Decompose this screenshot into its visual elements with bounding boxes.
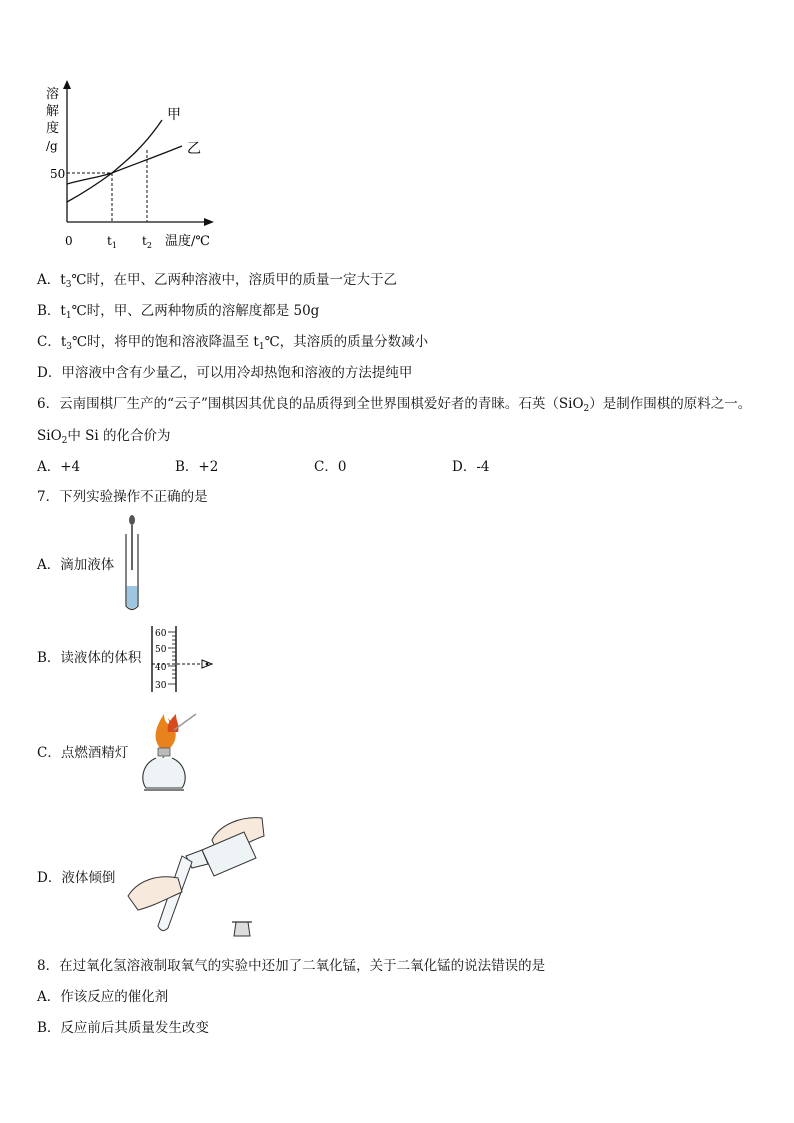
solubility-graph [40, 80, 230, 255]
q7-option-d: D．液体倾倒 [37, 870, 116, 886]
cylinder-tick-50: 50 [155, 645, 167, 655]
q6-option-d: D．-4 [452, 459, 490, 475]
y-label-unit: /g [46, 139, 58, 153]
q5-option-d: D．甲溶液中含有少量乙，可以用冷却热饱和溶液的方法提纯甲 [37, 365, 413, 381]
alcohol-lamp-figure [138, 708, 202, 798]
y-label-2: 解 [46, 104, 60, 119]
cylinder-tick-30: 30 [155, 681, 167, 691]
dropper-test-tube-figure [118, 514, 148, 614]
lamp-body [143, 758, 185, 788]
origin-label: 0 [65, 234, 73, 248]
curve-yi [67, 146, 182, 184]
liquid-pouring-figure [124, 810, 274, 945]
y-tick-50: 50 [50, 167, 66, 181]
cylinder-scale [168, 632, 176, 684]
x-axis-label: 温度/℃ [165, 234, 210, 249]
q8-option-a: A．作该反应的催化剂 [37, 989, 169, 1005]
q8-option-b: B．反应前后其质量发生改变 [37, 1020, 209, 1036]
stopper [234, 922, 250, 936]
q8-stem: 8．在过氧化氢溶液制取氧气的实验中还加了二氧化锰，关于二氧化锰的说法错误的是 [37, 958, 546, 974]
q6-option-c: C．0 [314, 459, 347, 475]
q5-option-b: B．$t_1℃$时，甲、乙两种物质的溶解度都是 50g [37, 303, 320, 321]
dropper-bulb [129, 515, 135, 525]
q6-stem-line1: 6．云南围棋厂生产的“云子”围棋因其优良的品质得到全世界围棋爱好者的青睐。石英（SiO$_2$）是制作围棋的原料之一。 [37, 396, 752, 414]
q5-option-a: A．$t_3℃$时，在甲、乙两种溶液中，溶质甲的质量一定大于乙 [37, 272, 398, 290]
q6-option-b: B．+2 [175, 459, 219, 475]
liquid [127, 586, 138, 609]
q6-option-a: A．+4 [37, 459, 81, 475]
curve-jia-label: 甲 [167, 107, 181, 123]
y-label-3: 度 [46, 121, 60, 136]
cylinder-tick-60: 60 [155, 629, 167, 639]
q6-stem-line2: SiO$_2$中 Si 的化合价为 [37, 428, 171, 446]
q7-option-c: C．点燃酒精灯 [37, 745, 129, 761]
x-tick-t2: $t_2$ [142, 234, 152, 250]
x-tick-t1: $t_1$ [107, 234, 117, 250]
y-label-1: 溶 [46, 87, 60, 102]
second-flame [168, 714, 179, 732]
cylinder-tick-40: 40 [155, 663, 167, 673]
curve-jia [67, 120, 162, 202]
q7-stem: 7．下列实验操作不正确的是 [37, 489, 208, 505]
measuring-cylinder-figure [148, 624, 220, 694]
y-axis-arrow [63, 80, 71, 89]
eye-pupil [206, 663, 209, 666]
x-axis-arrow [204, 218, 214, 226]
curve-yi-label: 乙 [187, 141, 201, 157]
q7-option-a: A．滴加液体 [37, 557, 115, 573]
q7-option-b: B．读液体的体积 [37, 650, 142, 666]
lamp-wick-holder [158, 748, 170, 756]
q5-option-c: C．$t_3℃$时，将甲的饱和溶液降温至 $t_1℃$，其溶质的质量分数减小 [37, 334, 429, 352]
